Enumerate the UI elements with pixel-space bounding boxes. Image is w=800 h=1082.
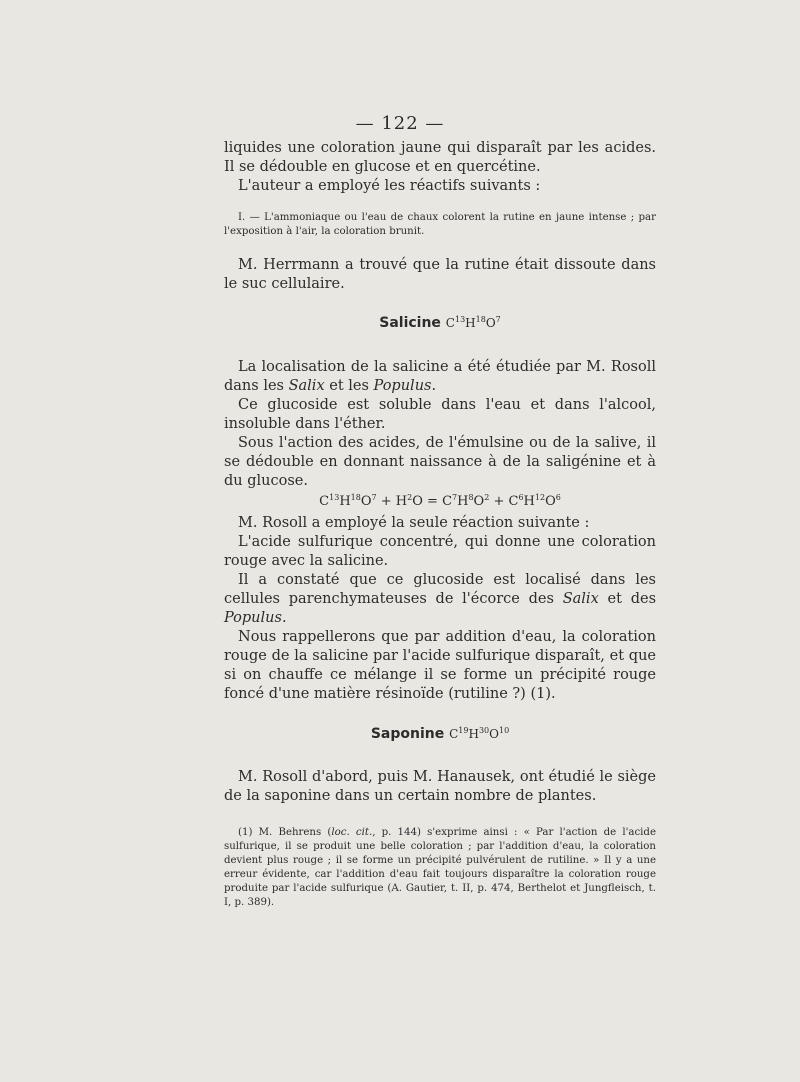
salicine-paragraph-1: La localisation de la salicine a été étudiée par M. Rosoll dans les Salix et les Populus. — [224, 359, 656, 394]
paragraph-continued: liquides une coloration jaune qui disparaît par les acides. Il se dédouble en glucose et en quercétine. — [224, 140, 656, 175]
salicine-paragraph-7: Nous rappellerons que par addition d'eau, la coloration rouge de la salicine par l'acide sulfurique disparaît, et que si on chauffe ce mélange il se forme un précipité rouge foncé d'une matière résinoïde (rutiline ?) (1). — [224, 629, 656, 702]
salicine-paragraph-2: Ce glucoside est soluble dans l'eau et dans l'alcool, insoluble dans l'éther. — [224, 397, 656, 432]
footnote: (1) M. Behrens (loc. cit., p. 144) s'exprime ainsi : « Par l'action de l'acide sulfurique, il se produit une belle coloration ; par l'addition d'eau, la coloration devient plus rouge ; il se forme un précipité pulvérulent de rutiline. » Il y a une erreur évidente, car l'addition d'eau fait toujours disparaître la coloration rouge produite par l'acide sulfurique (A. Gautier, t. II, p. 474, Berthelot et Jungfleisch, t. I, p. 389). — [224, 827, 656, 908]
reagent-note: I. — L'ammoniaque ou l'eau de chaux colorent la rutine en jaune intense ; par l'exposition à l'air, la coloration brunit. — [224, 212, 656, 237]
saponine-formula: $C^{19}H^{30}O^{10}$ — [449, 726, 510, 741]
section-heading-saponine — [224, 725, 656, 744]
section-heading-salicine — [224, 314, 656, 333]
spacer — [224, 239, 656, 256]
paragraph-herrmann: M. Herrmann a trouvé que la rutine était dissoute dans le suc cellulaire. — [224, 257, 656, 292]
salicine-formula: $C^{13}H^{18}O^7$ — [445, 315, 501, 330]
page-number: — 122 — — [355, 113, 445, 134]
salicine-paragraph-3: Sous l'action des acides, de l'émulsine ou de la salive, il se dédouble en donnant naissance à de la saligénine et à du glucose. — [224, 435, 656, 489]
salicine-paragraph-6: Il a constaté que ce glucoside est localisé dans les cellules parenchymateuses de l'écorce des Salix et des Populus. — [224, 572, 657, 626]
chemical-equation: $C^{13}H^{18}O^7 + H^2O = C^7H^8O^2 + C^6H^{12}O^6$ — [319, 493, 561, 509]
salicine-paragraph-5: L'acide sulfurique concentré, qui donne une coloration rouge avec la salicine. — [224, 534, 656, 569]
saponine-title: Saponine — [370, 726, 445, 742]
salicine-title: Salicine — [379, 315, 441, 331]
salicine-paragraph-4: M. Rosoll a employé la seule réaction suivante : — [238, 515, 590, 531]
paragraph-reagents: L'auteur a employé les réactifs suivants : — [238, 178, 541, 194]
page-body — [224, 139, 656, 910]
saponine-paragraph-1: M. Rosoll d'abord, puis M. Hanausek, ont étudié le siège de la saponine dans un certain nombre de plantes. — [224, 769, 656, 804]
